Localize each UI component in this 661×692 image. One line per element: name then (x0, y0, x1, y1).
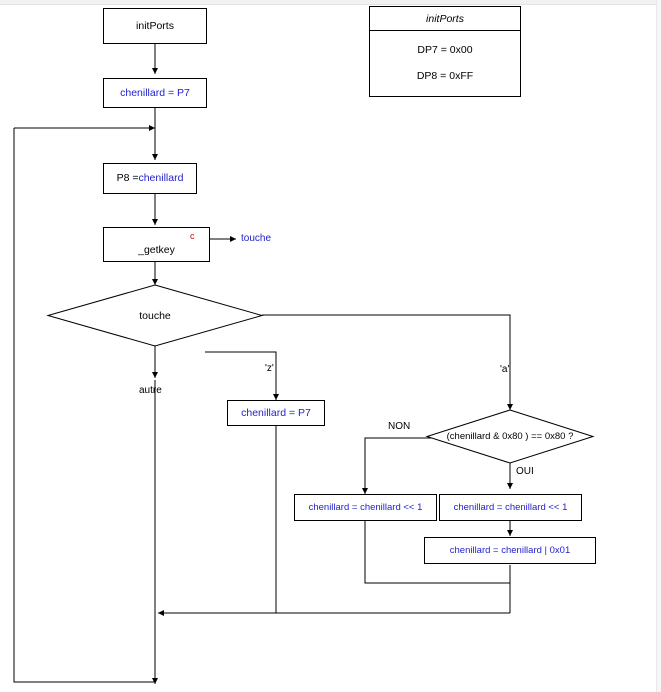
decision-touche[interactable] (48, 285, 262, 346)
node-getkey-output-label: touche (241, 233, 272, 244)
node-getkey-label: _getkey (138, 244, 175, 257)
node-init-ports-label: initPorts (136, 19, 174, 32)
legend-line: DP8 = 0xFF (416, 70, 474, 82)
node-p8-assign-variable: chenillard (138, 172, 184, 185)
node-p8-assign[interactable] (103, 163, 197, 194)
node-shift-left-oui[interactable] (439, 494, 582, 521)
branch-label-z: 'z' (265, 363, 274, 374)
node-or-one-label: chenillard = chenillard | 0x01 (449, 544, 571, 556)
node-p8-assign-keyword: P8 = (116, 172, 139, 185)
branch-label-autre: autre (139, 385, 162, 396)
node-or-one[interactable] (424, 537, 596, 564)
legend-line: DP7 = 0x00 (417, 44, 473, 56)
node-shift-left-non-label: chenillard = chenillard << 1 (308, 501, 423, 513)
legend-body (370, 31, 520, 89)
top-divider (0, 0, 661, 5)
legend-init-ports (369, 6, 521, 97)
branch-label-oui: OUI (516, 466, 534, 477)
node-shift-left-oui-label: chenillard = chenillard << 1 (453, 501, 568, 513)
node-chenillard-p7-top[interactable] (103, 78, 207, 108)
branch-label-a: 'a' (500, 364, 510, 375)
node-getkey-arg-label: c (190, 231, 195, 241)
branch-label-non: NON (388, 421, 411, 432)
node-shift-left-non[interactable] (294, 494, 437, 521)
node-chenillard-p7-top-label: chenillard = P7 (120, 86, 190, 99)
decision-mask[interactable] (427, 410, 593, 463)
decision-mask-label: (chenillard & 0x80 ) == 0x80 ? (446, 431, 574, 442)
node-chenillard-p7-z[interactable] (227, 400, 325, 426)
decision-touche-label: touche (139, 309, 171, 322)
node-chenillard-p7-z-label: chenillard = P7 (241, 406, 311, 419)
legend-title: initPorts (370, 7, 520, 31)
node-init-ports[interactable] (103, 8, 207, 44)
scrollbar-track[interactable] (656, 0, 661, 692)
